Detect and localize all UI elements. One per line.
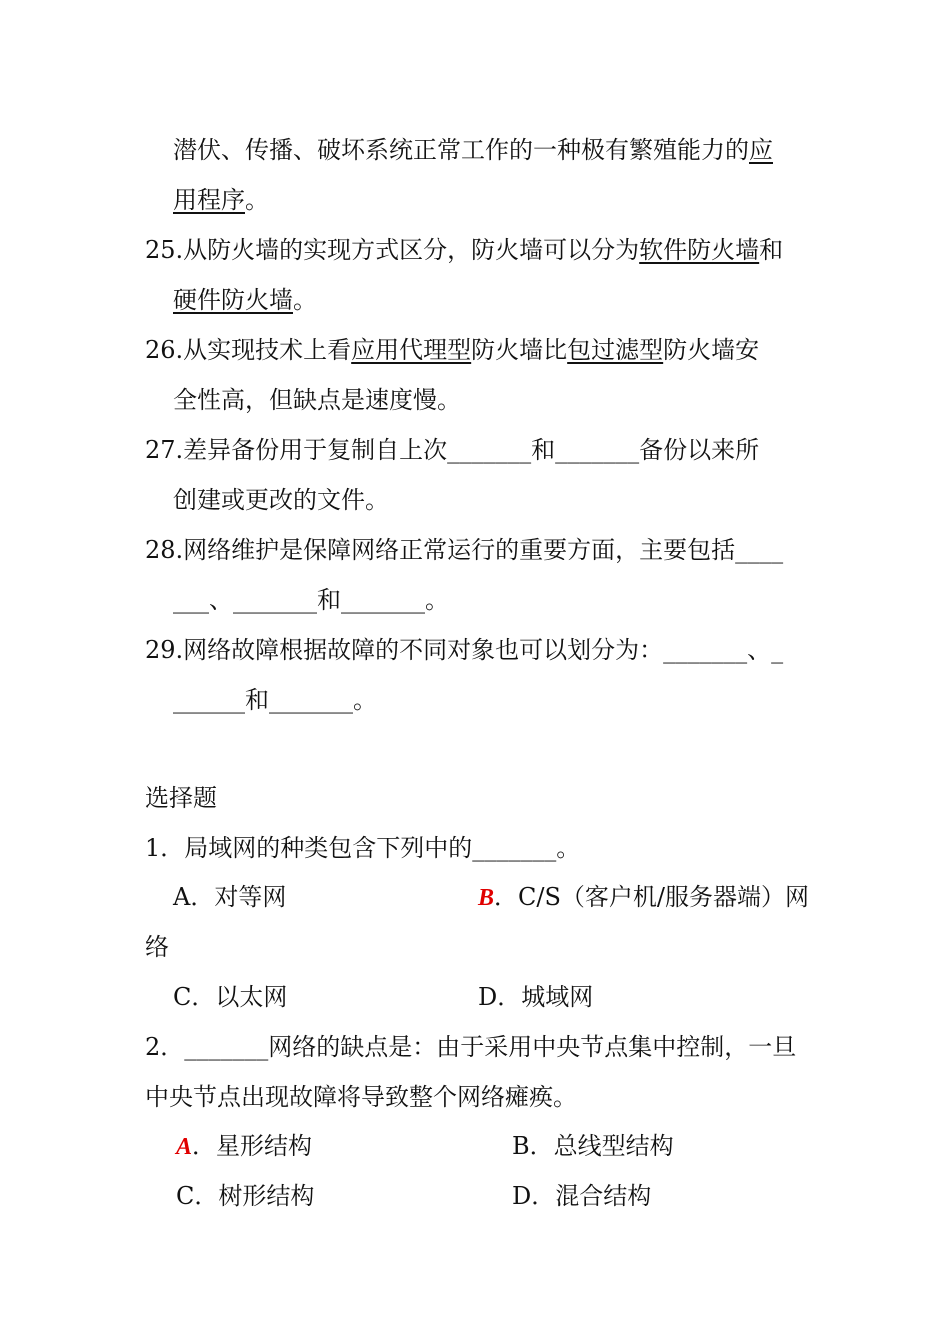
mc-q2-stem-line1: 2．_______网络的缺点是：由于采用中央节点集中控制，一旦 bbox=[145, 1033, 797, 1061]
q24-answer-part2: 用程序 bbox=[173, 186, 245, 214]
q24-end: 。 bbox=[245, 186, 269, 214]
q24-answer-part1: 应 bbox=[749, 136, 773, 164]
q25-answer2: 硬件防火墙 bbox=[173, 286, 293, 314]
q28-number: 28. bbox=[145, 536, 184, 564]
mc-q1-option-b-text: ．C/S（客户机/服务器端）网 bbox=[494, 883, 809, 911]
q25-number: 25. bbox=[145, 236, 184, 264]
mc-q2-option-b: B．总线型结构 bbox=[512, 1132, 674, 1160]
q29-line1 bbox=[145, 635, 783, 665]
mc-q2-answer-mark: A bbox=[176, 1134, 193, 1160]
mc-q1-answer-mark: B bbox=[478, 885, 495, 911]
q26-line1 bbox=[145, 335, 759, 365]
q26-text: 从实现技术上看 bbox=[183, 336, 352, 364]
q27-line2: 创建或更改的文件。 bbox=[173, 486, 389, 514]
mc-q2-option-a bbox=[176, 1131, 312, 1162]
q29-text: 网络故障根据故障的不同对象也可以划分为：_______、_ bbox=[183, 636, 784, 664]
q27-text: 差异备份用于复制自上次_______和_______备份以来所 bbox=[183, 436, 760, 464]
q24-line2 bbox=[173, 185, 269, 215]
q25-text: 从防火墙的实现方式区分，防火墙可以分为 bbox=[183, 236, 640, 264]
q25-line1 bbox=[145, 235, 783, 265]
mc-q1-option-c: C．以太网 bbox=[173, 983, 288, 1011]
mc-q1-option-d: D．城域网 bbox=[478, 983, 594, 1011]
q24-line1 bbox=[173, 135, 773, 165]
q26-answer2: 包过滤型 bbox=[567, 336, 664, 364]
q28-line1 bbox=[145, 535, 783, 565]
q27-line1 bbox=[145, 435, 759, 465]
mc-q2-option-c: C．树形结构 bbox=[176, 1182, 315, 1210]
q26-answer1: 应用代理型 bbox=[351, 336, 472, 364]
q26-line2: 全性高，但缺点是速度慢。 bbox=[173, 386, 461, 414]
section-heading-choice: 选择题 bbox=[145, 784, 217, 812]
mc-q2-option-d: D．混合结构 bbox=[512, 1182, 652, 1210]
mc-q2-option-a-text: ．星形结构 bbox=[192, 1132, 313, 1160]
q25-line2 bbox=[173, 285, 317, 315]
q28-line2: ___、_______和_______。 bbox=[173, 586, 449, 614]
q25-answer1: 软件防火墙 bbox=[639, 236, 760, 264]
q29-number: 29. bbox=[145, 636, 184, 664]
q26-number: 26. bbox=[145, 336, 184, 364]
q24-text: 潜伏、传播、破坏系统正常工作的一种极有繁殖能力的 bbox=[173, 136, 749, 164]
q25-end: 。 bbox=[293, 286, 317, 314]
mc-q1-option-b bbox=[478, 882, 809, 913]
q26-tail: 防火墙安 bbox=[663, 336, 760, 364]
q27-number: 27. bbox=[145, 436, 184, 464]
q26-mid: 防火墙比 bbox=[471, 336, 568, 364]
mc-q1-option-b-wrap: 络 bbox=[145, 933, 169, 961]
mc-q1-option-a: A．对等网 bbox=[173, 883, 287, 911]
q29-line2: ______和_______。 bbox=[173, 686, 377, 714]
q28-text: 网络维护是保障网络正常运行的重要方面，主要包括____ bbox=[183, 536, 784, 564]
q25-conj: 和 bbox=[759, 236, 784, 264]
mc-q1-stem: 1．局域网的种类包含下列中的_______。 bbox=[145, 834, 581, 862]
mc-q2-stem-line2: 中央节点出现故障将导致整个网络瘫痪。 bbox=[145, 1083, 577, 1111]
